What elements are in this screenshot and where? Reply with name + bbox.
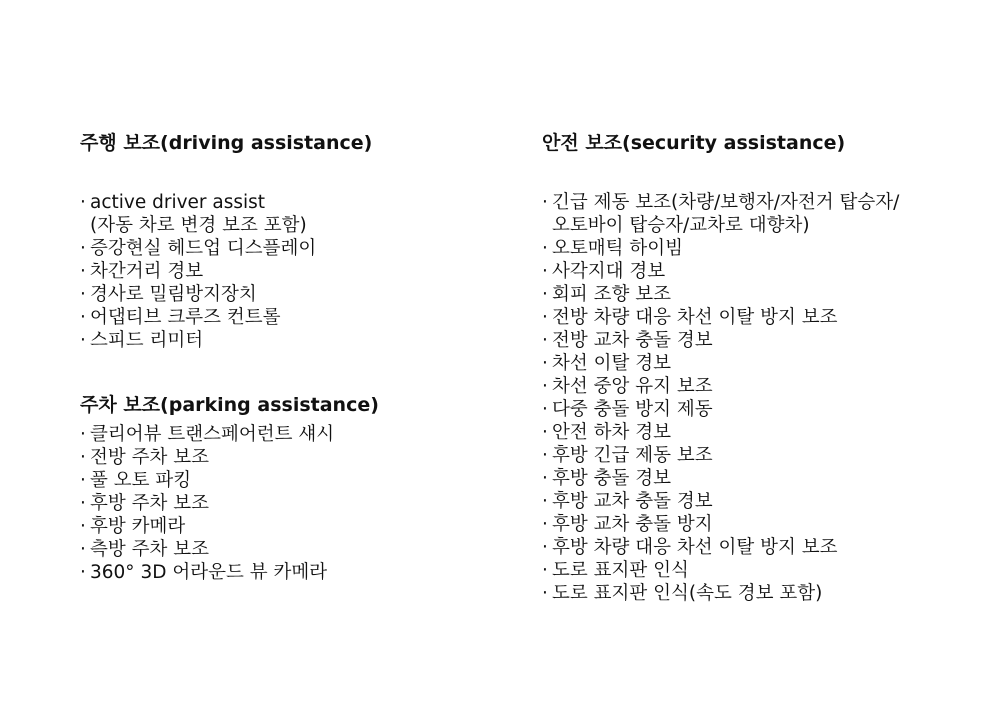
list-item: · 측방 주차 보조 [80,538,520,561]
parking-assistance-list [80,423,520,584]
list-item: · 증강현실 헤드업 디스플레이 [80,237,520,260]
list-item: · 후방 충돌 경보 [542,467,982,490]
list-item: · 안전 하차 경보 [542,421,982,444]
security-assistance-list [542,191,982,605]
list-item: · 후방 교차 충돌 방지 [542,513,982,536]
security-assistance-heading: 안전 보조(security assistance) [542,132,846,154]
list-item: · 전방 차량 대응 차선 이탈 방지 보조 [542,306,982,329]
driving-assistance-heading: 주행 보조(driving assistance) [80,132,373,154]
list-item: · 어댑티브 크루즈 컨트롤 [80,306,520,329]
list-item: · 경사로 밀림방지장치 [80,283,520,306]
list-item: · 차선 이탈 경보 [542,352,982,375]
list-item: · 차선 중앙 유지 보조 [542,375,982,398]
list-item: · 후방 카메라 [80,515,520,538]
list-item: · 오토매틱 하이빔 [542,237,982,260]
list-item: · 전방 주차 보조 [80,446,520,469]
list-item: · 차간거리 경보 [80,260,520,283]
list-item-continuation: 오토바이 탑승자/교차로 대향차) [552,215,810,236]
driving-assistance-list [80,191,520,352]
list-item: · 풀 오토 파킹 [80,469,520,492]
list-item: · 도로 표지판 인식(속도 경보 포함) [542,582,982,605]
list-item: · 후방 교차 충돌 경보 [542,490,982,513]
parking-assistance-section [80,392,520,584]
list-item: · 회피 조향 보조 [542,283,982,306]
parking-assistance-heading: 주차 보조(parking assistance) [80,394,379,416]
left-column [80,130,520,584]
list-item: · 긴급 제동 보조(차량/보행자/자전거 탑승자/ [542,191,982,214]
security-assistance-section [542,130,982,605]
list-item: · 후방 주차 보조 [80,492,520,515]
list-item: · 360° 3D 어라운드 뷰 카메라 [80,561,520,584]
list-item: · 스피드 리미터 [80,329,520,352]
list-item: · 전방 교차 충돌 경보 [542,329,982,352]
list-item: · active driver assist [80,191,520,214]
list-item: · 후방 차량 대응 차선 이탈 방지 보조 [542,536,982,559]
driving-assistance-section [80,130,520,352]
list-item-continuation: (자동 차로 변경 보조 포함) [90,215,307,236]
right-column [542,130,982,605]
list-item: · 클리어뷰 트랜스페어런트 섀시 [80,423,520,446]
list-item: · 도로 표지판 인식 [542,559,982,582]
list-item: · 후방 긴급 제동 보조 [542,444,982,467]
list-item: · 다중 충돌 방지 제동 [542,398,982,421]
list-item: · 사각지대 경보 [542,260,982,283]
